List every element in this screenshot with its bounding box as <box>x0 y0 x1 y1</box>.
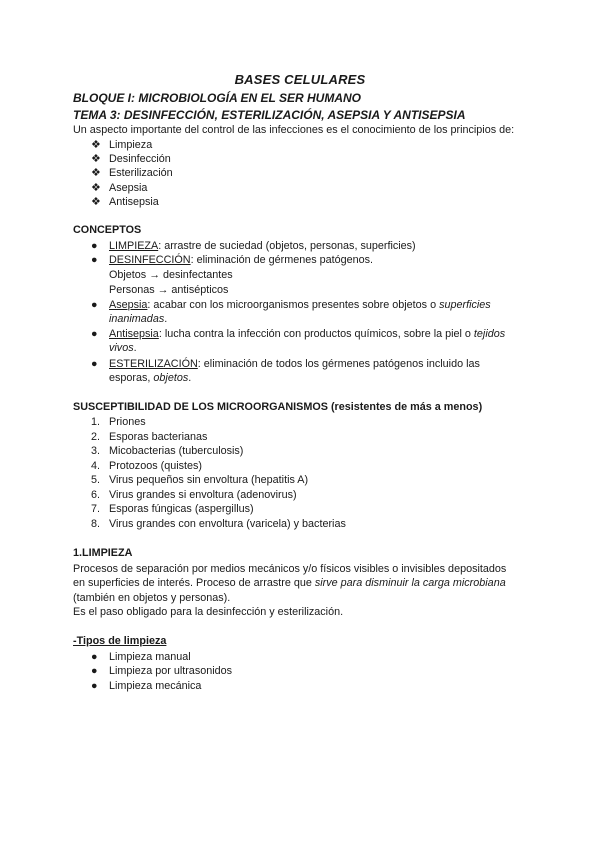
subsection-heading-tipos: -Tipos de limpieza <box>73 635 167 647</box>
list-item: Limpieza <box>109 139 153 151</box>
term-esterilizacion: ESTERILIZACIÓN <box>109 358 198 370</box>
limpieza-paragraph-line: (también en objetos y personas). <box>73 592 231 604</box>
list-item: Protozoos (quistes) <box>109 460 203 472</box>
limpieza-paragraph-line: Procesos de separación por medios mecánicos y/o físicos visibles o invisibles depositados <box>73 563 507 575</box>
list-item: Antisepsia <box>109 196 159 208</box>
list-number: 4. <box>90 460 100 472</box>
list-item: Esterilización <box>109 167 173 179</box>
list-number: 8. <box>90 518 100 530</box>
list-item: Limpieza por ultrasonidos <box>109 665 233 677</box>
limpieza-paragraph-line: en superficies de interés. Proceso de arrastre que sirve para disminuir la carga microbiana <box>73 577 506 589</box>
diamond-bullet-icon: ❖ <box>91 139 101 151</box>
section-heading-susceptibilidad: SUSCEPTIBILIDAD DE LOS MICROORGANISMOS (resistentes de más a menos) <box>73 401 483 413</box>
concept-limpieza: LIMPIEZA: arrastre de suciedad (objetos, personas, superficies) <box>109 240 416 252</box>
term-desinfeccion: DESINFECCIÓN <box>109 254 191 266</box>
intro-paragraph: Un aspecto importante del control de las infecciones es el conocimiento de los principios de: <box>73 124 515 136</box>
concept-esterilizacion: ESTERILIZACIÓN: eliminación de todos los gérmenes patógenos incluido las <box>109 358 480 370</box>
section-heading-conceptos: CONCEPTOS <box>73 224 142 236</box>
list-item: Priones <box>109 416 146 428</box>
concept-antisepsia-cont: vivos. <box>109 342 137 354</box>
concept-antisepsia: Antisepsia: lucha contra la infección con productos químicos, sobre la piel o tejidos <box>109 328 506 340</box>
diamond-bullet-icon: ❖ <box>91 196 101 208</box>
list-item: Esporas fúngicas (aspergillus) <box>109 503 254 515</box>
list-item: Limpieza mecánica <box>109 680 202 692</box>
list-number: 3. <box>90 445 100 457</box>
bullet-icon: ● <box>91 651 98 663</box>
diamond-bullet-icon: ❖ <box>91 153 101 165</box>
term-asepsia: Asepsia <box>109 299 148 311</box>
bullet-icon: ● <box>91 254 98 266</box>
page-title: BASES CELULARES <box>234 72 366 87</box>
list-number: 1. <box>90 416 100 428</box>
term-antisepsia: Antisepsia <box>109 328 159 340</box>
bullet-icon: ● <box>91 328 98 340</box>
list-number: 6. <box>90 489 100 501</box>
list-item: Asepsia <box>109 182 148 194</box>
list-number: 7. <box>90 503 100 515</box>
diamond-bullet-icon: ❖ <box>91 182 101 194</box>
list-item: Micobacterias (tuberculosis) <box>109 445 244 457</box>
list-item: Virus grandes si envoltura (adenovirus) <box>109 489 297 501</box>
bullet-icon: ● <box>91 665 98 677</box>
term-limpieza: LIMPIEZA <box>109 240 159 252</box>
list-number: 5. <box>90 474 100 486</box>
concept-asepsia-cont: inanimadas. <box>109 313 168 325</box>
bullet-icon: ● <box>91 240 98 252</box>
diamond-bullet-icon: ❖ <box>91 167 101 179</box>
topic-heading: TEMA 3: DESINFECCIÓN, ESTERILIZACIÓN, ASEPSIA Y ANTISEPSIA <box>73 108 466 122</box>
list-number: 2. <box>90 431 100 443</box>
limpieza-paragraph-line: Es el paso obligado para la desinfección y esterilización. <box>73 606 344 618</box>
list-item: Virus grandes con envoltura (varicela) y bacterias <box>109 518 346 530</box>
list-item: Limpieza manual <box>109 651 191 663</box>
concept-desinfeccion: DESINFECCIÓN: eliminación de gérmenes patógenos. <box>109 254 374 266</box>
bullet-icon: ● <box>91 680 98 692</box>
list-item: Virus pequeños sin envoltura (hepatitis A) <box>109 474 309 486</box>
desinfeccion-sub-personas: Personas → antisépticos <box>109 284 229 296</box>
bullet-icon: ● <box>91 358 98 370</box>
bullet-icon: ● <box>91 299 98 311</box>
desinfeccion-sub-objetos: Objetos → desinfectantes <box>109 269 233 281</box>
concept-asepsia: Asepsia: acabar con los microorganismos presentes sobre objetos o superficies <box>109 299 491 311</box>
list-item: Esporas bacterianas <box>109 431 208 443</box>
concept-esterilizacion-cont: esporas, objetos. <box>109 372 192 384</box>
list-item: Desinfección <box>109 153 171 165</box>
section-heading-limpieza: 1.LIMPIEZA <box>73 547 133 559</box>
block-heading: BLOQUE I: MICROBIOLOGÍA EN EL SER HUMANO <box>73 91 362 105</box>
